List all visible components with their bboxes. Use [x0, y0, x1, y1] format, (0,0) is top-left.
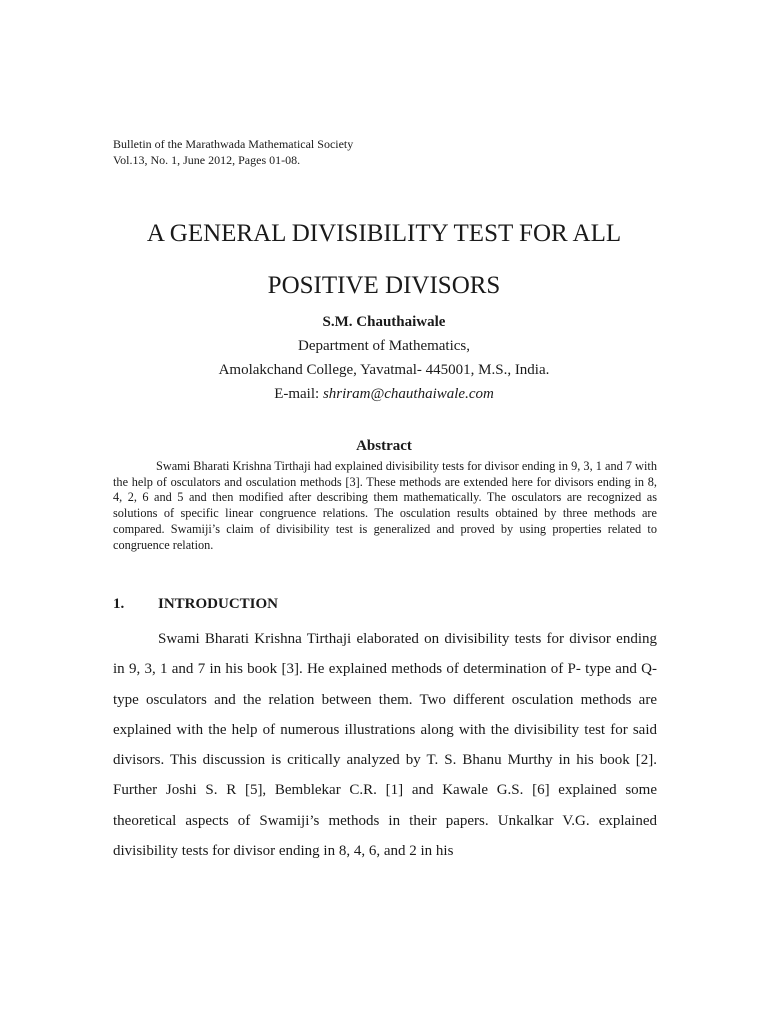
section-title: INTRODUCTION: [158, 596, 279, 612]
paper-title: [0, 208, 768, 312]
journal-volume: Vol.13, No. 1, June 2012, Pages 01-08.: [113, 153, 301, 167]
journal-citation: [113, 136, 353, 168]
introduction-paragraph: Swami Bharati Krishna Tirthaji elaborated on divisibility tests for divisor ending in 9, 3, 1 and 7 in his book [3]. He explained methods of determination of P- type and Q- type osculators and the relation between them. Two different osculation methods are explained with the help of numerous illustrations along with the divisibility test for said divisors. This discussion is critically analyzed by T. S. Bhanu Murthy in his book [2]. Further Joshi S. R [5], Bemblekar C.R. [1] and Kawale G.S. [6] explained some theoretical aspects of Swamiji’s methods in their papers. Unkalkar V.G. explained divisibility tests for divisor ending in 8, 4, 6, and 2 in his: [113, 631, 657, 860]
author-name: S.M. Chauthaiwale: [322, 314, 446, 330]
author-block: [0, 310, 768, 406]
section-heading: [113, 596, 278, 613]
paper-title-line-2: POSITIVE DIVISORS: [267, 272, 501, 299]
section-number: 1.: [113, 596, 125, 612]
abstract-text: Swami Bharati Krishna Tirthaji had explained divisibility tests for divisor ending in 9, 3, 1 and 7 with the help of osculators and osculation methods [3]. These methods are extended here for divisors ending in 8, 4, 2, 6 and 5 and then modified after describing them mathematically. The osculators are recognized as solutions of specific linear congruence relations. The osculation results obtained by three methods are compared. Swamiji’s claim of divisibility test is generalized and proved by using properties related to congruence relation.: [113, 459, 657, 552]
paper-title-line-1: A GENERAL DIVISIBILITY TEST FOR ALL: [146, 220, 622, 247]
author-email: shriram@chauthaiwale.com: [322, 386, 494, 402]
journal-name: Bulletin of the Marathwada Mathematical Society: [113, 137, 354, 151]
email-label: E-mail:: [274, 386, 323, 402]
author-email-line: [0, 382, 768, 406]
author-department: Department of Mathematics,: [297, 338, 471, 354]
abstract-heading: Abstract: [356, 438, 412, 454]
author-affiliation: Amolakchand College, Yavatmal- 445001, M.S., India.: [218, 362, 550, 378]
